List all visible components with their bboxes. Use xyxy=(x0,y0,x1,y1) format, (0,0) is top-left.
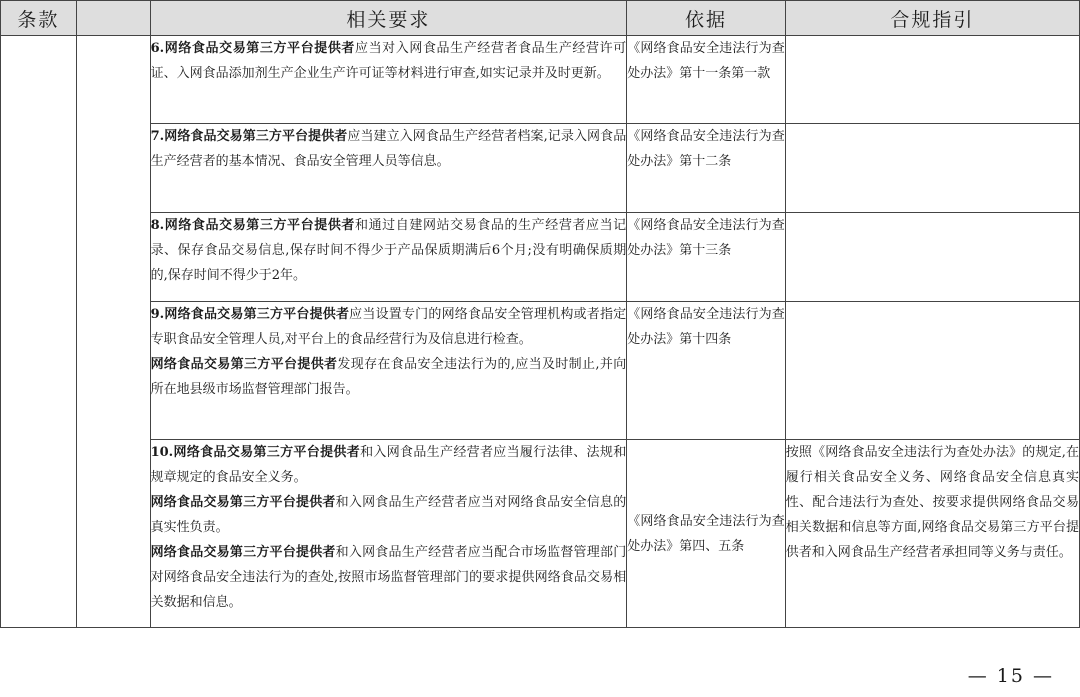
header-guidance: 合规指引 xyxy=(785,1,1079,36)
table-row xyxy=(1,124,1080,213)
requirement-paragraph: 网络食品交易第三方平台提供者和入网食品生产经营者应当对网络食品安全信息的真实性负责。 xyxy=(150,495,627,535)
requirement-cell xyxy=(150,213,627,302)
guidance-cell xyxy=(785,213,1079,302)
header-blank xyxy=(76,1,150,36)
guidance-cell xyxy=(785,124,1079,213)
table-row xyxy=(1,302,1080,440)
basis-cell: 《网络食品安全违法行为查处办法》第十一条第一款 xyxy=(627,36,786,124)
basis-cell: 《网络食品安全违法行为查处办法》第十四条 xyxy=(627,302,786,440)
requirement-cell xyxy=(150,36,627,124)
table-row xyxy=(1,213,1080,302)
header-clause: 条款 xyxy=(1,1,77,36)
basis-cell: 《网络食品安全违法行为查处办法》第十三条 xyxy=(627,213,786,302)
requirement-cell xyxy=(150,124,627,213)
table-row xyxy=(1,440,1080,628)
requirement-cell xyxy=(150,440,627,628)
table-header-row xyxy=(1,1,1080,36)
requirement-paragraph: 6.网络食品交易第三方平台提供者应当对入网食品生产经营者食品生产经营许可证、入网食品添加剂生产企业生产许可证等材料进行审查,如实记录并及时更新。 xyxy=(150,41,627,81)
guidance-cell: 按照《网络食品安全违法行为查处办法》的规定,在履行相关食品安全义务、网络食品安全信息真实性、配合违法行为查处、按要求提供网络食品交易相关数据和信息等方面,网络食品交易第三方平台提供者和入网食品生产经营者承担同等义务与责任。 xyxy=(785,440,1079,628)
table-row xyxy=(1,36,1080,124)
header-basis: 依据 xyxy=(627,1,786,36)
clause-cell xyxy=(1,36,77,628)
header-requirement: 相关要求 xyxy=(150,1,627,36)
requirement-paragraph: 10.网络食品交易第三方平台提供者和入网食品生产经营者应当履行法律、法规和规章规定的食品安全义务。 xyxy=(150,445,627,485)
guidance-cell xyxy=(785,36,1079,124)
requirement-paragraph: 网络食品交易第三方平台提供者发现存在食品安全违法行为的,应当及时制止,并向所在地县级市场监督管理部门报告。 xyxy=(150,357,627,397)
guidance-cell xyxy=(785,302,1079,440)
page-number: — 15 — xyxy=(967,665,1054,687)
basis-cell: 《网络食品安全违法行为查处办法》第四、五条 xyxy=(627,440,786,628)
subclause-cell xyxy=(76,36,150,628)
requirement-paragraph: 7.网络食品交易第三方平台提供者应当建立入网食品生产经营者档案,记录入网食品生产经营者的基本情况、食品安全管理人员等信息。 xyxy=(150,129,627,169)
requirement-paragraph: 9.网络食品交易第三方平台提供者应当设置专门的网络食品安全管理机构或者指定专职食品安全管理人员,对平台上的食品经营行为及信息进行检查。 xyxy=(150,307,627,347)
basis-cell: 《网络食品安全违法行为查处办法》第十二条 xyxy=(627,124,786,213)
requirement-paragraph: 网络食品交易第三方平台提供者和入网食品生产经营者应当配合市场监督管理部门对网络食品安全违法行为的查处,按照市场监督管理部门的要求提供网络食品交易相关数据和信息。 xyxy=(150,545,627,610)
requirement-paragraph: 8.网络食品交易第三方平台提供者和通过自建网站交易食品的生产经营者应当记录、保存食品交易信息,保存时间不得少于产品保质期满后6个月;没有明确保质期的,保存时间不得少于2年。 xyxy=(150,218,627,283)
requirement-cell xyxy=(150,302,627,440)
